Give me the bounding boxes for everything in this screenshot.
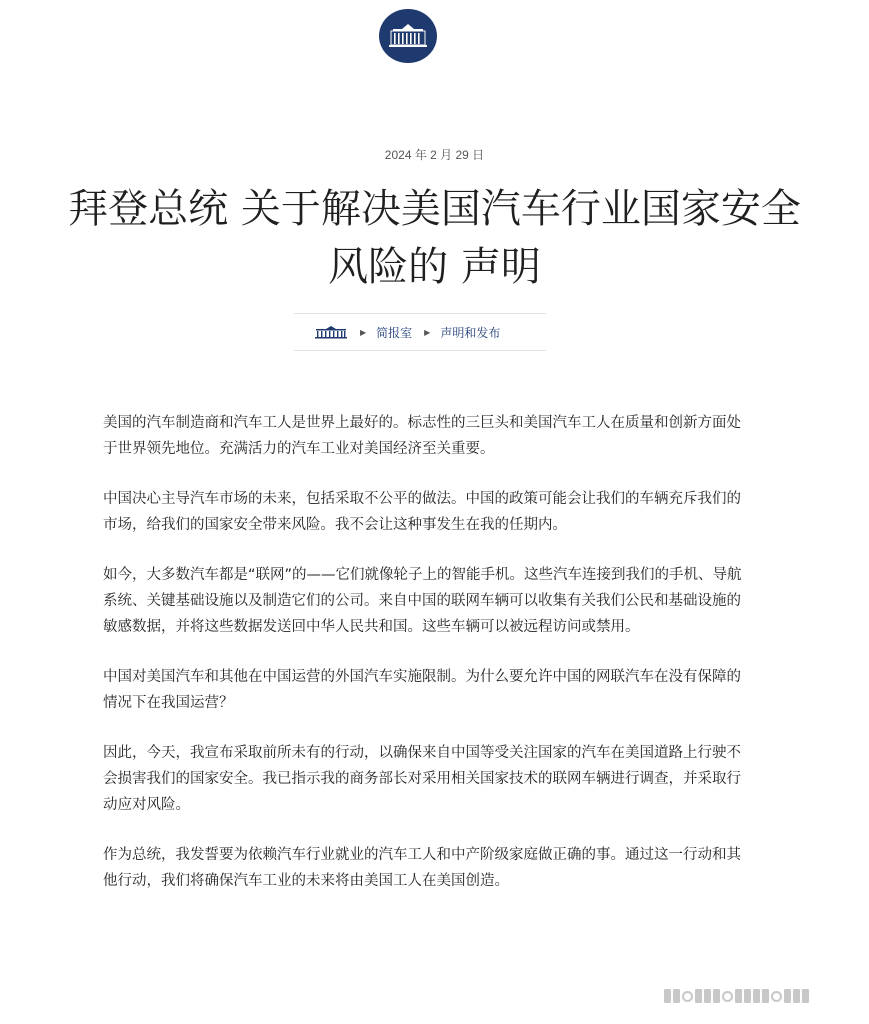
paragraph-3: 如今，大多数汽车都是“联网”的——它们就像轮子上的智能手机。这些汽车连接到我们的手机、导航系统、关键基础设施以及制造它们的公司。来自中国的联网车辆可以收集有关我们公民和基础设施的敏感数据，并将这些数据发送回中华人民共和国。这些车辆可以被远程访问或禁用。 [103, 567, 742, 635]
page-title-line-1: 拜登总统 关于解决美国汽车行业国家安全 [68, 186, 801, 232]
breadcrumb-statements-releases[interactable]: 声明和发布 [440, 325, 501, 340]
chevron-right-icon: ▶ [360, 327, 367, 337]
breadcrumb-briefing-room[interactable]: 简报室 [376, 325, 413, 340]
paragraph-4: 中国对美国汽车和其他在中国运营的外国汽车实施限制。为什么要允许中国的网联汽车在没有保障的情况下在我国运营？ [103, 669, 741, 711]
white-house-seal-icon[interactable] [378, 8, 438, 64]
publish-date: 2024 年 2 月 29 日 [384, 148, 485, 162]
article-body [103, 410, 743, 918]
paragraph-5: 因此，今天，我宣布采取前所未有的行动，以确保来自中国等受关注国家的汽车在美国道路上行驶不会损害我们的国家安全。我已指示我的商务部长对采用相关国家技术的联网车辆进行调查，并采取行动应对风险。 [103, 745, 741, 813]
page-title-line-2: 风险的 声明 [328, 244, 541, 290]
breadcrumb [294, 313, 546, 351]
page-title [0, 180, 869, 296]
chevron-right-icon: ▶ [424, 327, 431, 337]
paragraph-6: 作为总统，我发誓要为依赖汽车行业就业的汽车工人和中产阶级家庭做正确的事。通过这一行动和其他行动，我们将确保汽车工业的未来将由美国工人在美国创造。 [103, 847, 741, 889]
paragraph-1: 美国的汽车制造商和汽车工人是世界上最好的。标志性的三巨头和美国汽车工人在质量和创新方面处于世界领先地位。充满活力的汽车工业对美国经济至关重要。 [103, 415, 741, 457]
white-house-icon[interactable] [314, 325, 348, 339]
paragraph-2: 中国决心主导汽车市场的未来，包括采取不公平的做法。中国的政策可能会让我们的车辆充斥我们的市场，给我们的国家安全带来风险。我不会让这种事发生在我的任期内。 [103, 491, 741, 533]
watermark-icon [664, 986, 850, 1006]
